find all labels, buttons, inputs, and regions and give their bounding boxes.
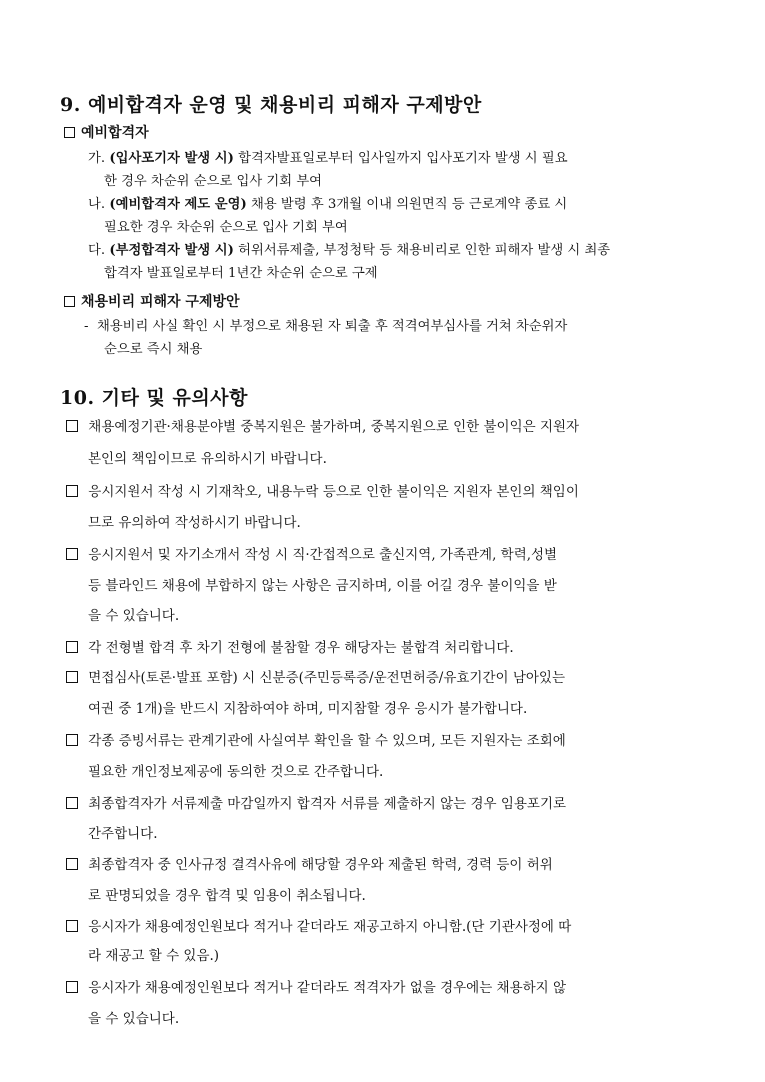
bullet-text: 최종합격자 중 인사규정 결격사유에 해당할 경우와 제출된 학력, 경력 등이 허위 [88,857,553,873]
bullet-item-3-cont2: 을 수 있습니다. [88,608,180,624]
bullet-text: 각종 증빙서류는 관계기관에 사실여부 확인을 할 수 있으며, 모든 지원자는 조회에 [88,733,566,749]
bullet-item-2-cont: 므로 유의하여 작성하시기 바랍니다. [88,515,301,531]
subheading-victim-relief [64,291,240,311]
bullet-text: 응시지원서 및 자기소개서 작성 시 직·간접적으로 출신지역, 가족관계, 학력,성별 [88,547,558,563]
bullet-item-2 [66,480,579,500]
section-9-title: 9. 예비합격자 운영 및 채용비리 피해자 구제방안 [60,94,482,116]
bullet-item-10 [66,976,566,996]
bullet-text: 응시지원서 작성 시 기재착오, 내용누락 등으로 인한 불이익은 지원자 본인의 책임이 [88,484,579,500]
item-marker: 다. [88,243,106,258]
bullet-item-1-cont: 본인의 책임이므로 유의하시기 바랍니다. [88,451,327,467]
item-marker: 가. [88,151,106,166]
list-item-na-cont: 필요한 경우 차순위 순으로 입사 기회 부여 [104,220,348,235]
bullet-text: 채용예정기관·채용분야별 중복지원은 불가하며, 중복지원으로 인한 불이익은 지원자 [88,419,580,435]
bullet-text: 응시자가 채용예정인원보다 적거나 같더라도 적격자가 없을 경우에는 채용하지 않 [88,980,567,996]
checkbox-square-icon [66,920,78,932]
item-bold-label: (부정합격자 발생 시) [109,243,234,258]
bullet-text: 각 전형별 합격 후 차기 전형에 불참할 경우 해당자는 불합격 처리합니다. [88,640,514,656]
bullet-item-3-cont: 등 블라인드 채용에 부합하지 않는 사항은 금지하며, 이를 어길 경우 불이익을 받 [88,578,557,594]
checkbox-square-icon [66,981,78,993]
dash-text: 채용비리 사실 확인 시 부정으로 채용된 자 퇴출 후 적격여부심사를 거쳐 차순위자 [96,319,568,334]
checkbox-square-icon [64,296,75,307]
bullet-item-9-cont: 라 재공고 할 수 있음.) [88,948,220,964]
bullet-item-9 [66,915,571,935]
checkbox-square-icon [66,641,78,653]
list-item-da [88,239,610,262]
list-item-na [88,193,567,216]
item-marker: 나. [88,197,106,212]
bullet-text: 최종합격자가 서류제출 마감일까지 합격자 서류를 제출하지 않는 경우 임용포기로 [88,796,567,812]
checkbox-square-icon [66,420,78,432]
bullet-item-7-cont: 간주합니다. [88,826,158,842]
checkbox-square-icon [66,548,78,560]
bullet-text: 면접심사(토론·발표 포함) 시 신분증(주민등록증/운전면허증/유효기간이 남아있는 [88,670,566,686]
item-bold-label: (예비합격자 제도 운영) [109,197,247,212]
checkbox-square-icon [66,734,78,746]
item-text: 합격자발표일로부터 입사일까지 입사포기자 발생 시 필요 [233,151,568,166]
subheading-label: 채용비리 피해자 구제방안 [81,294,240,310]
item-text: 채용 발령 후 3개월 이내 의원면직 등 근로계약 종료 시 [246,197,568,212]
bullet-item-6 [66,729,566,749]
checkbox-square-icon [66,485,78,497]
dash-marker: - [84,319,89,334]
checkbox-square-icon [66,797,78,809]
dash-item [84,315,567,338]
bullet-item-10-cont: 을 수 있습니다. [88,1011,180,1027]
list-item-ga [88,147,568,170]
bullet-item-6-cont: 필요한 개인정보제공에 동의한 것으로 간주합니다. [88,764,384,780]
bullet-item-8-cont: 로 판명되었을 경우 합격 및 임용이 취소됩니다. [88,888,366,904]
bullet-item-5-cont: 여권 중 1개)을 반드시 지참하여야 하며, 미지참할 경우 응시가 불가합니다. [88,701,528,717]
section-10-title: 10. 기타 및 유의사항 [60,387,248,409]
bullet-item-3 [66,543,557,563]
bullet-item-7 [66,792,566,812]
list-item-da-cont: 합격자 발표일로부터 1년간 차순위 순으로 구제 [104,266,378,281]
checkbox-square-icon [66,671,78,683]
bullet-item-4 [66,636,514,656]
subheading-reserve-candidates [64,122,149,142]
bullet-item-8 [66,853,553,873]
checkbox-square-icon [64,127,75,138]
item-text: 허위서류제출, 부정청탁 등 채용비리로 인한 피해자 발생 시 최종 [233,243,611,258]
list-item-ga-cont: 한 경우 차순위 순으로 입사 기회 부여 [104,174,323,189]
bullet-item-1 [66,415,579,435]
bullet-text: 응시자가 채용예정인원보다 적거나 같더라도 재공고하지 아니함.(단 기관사정에 따 [88,919,572,935]
bullet-item-5 [66,666,565,686]
checkbox-square-icon [66,858,78,870]
subheading-label: 예비합격자 [81,125,149,141]
dash-item-cont: 순으로 즉시 채용 [104,342,203,357]
item-bold-label: (입사포기자 발생 시) [109,151,234,166]
